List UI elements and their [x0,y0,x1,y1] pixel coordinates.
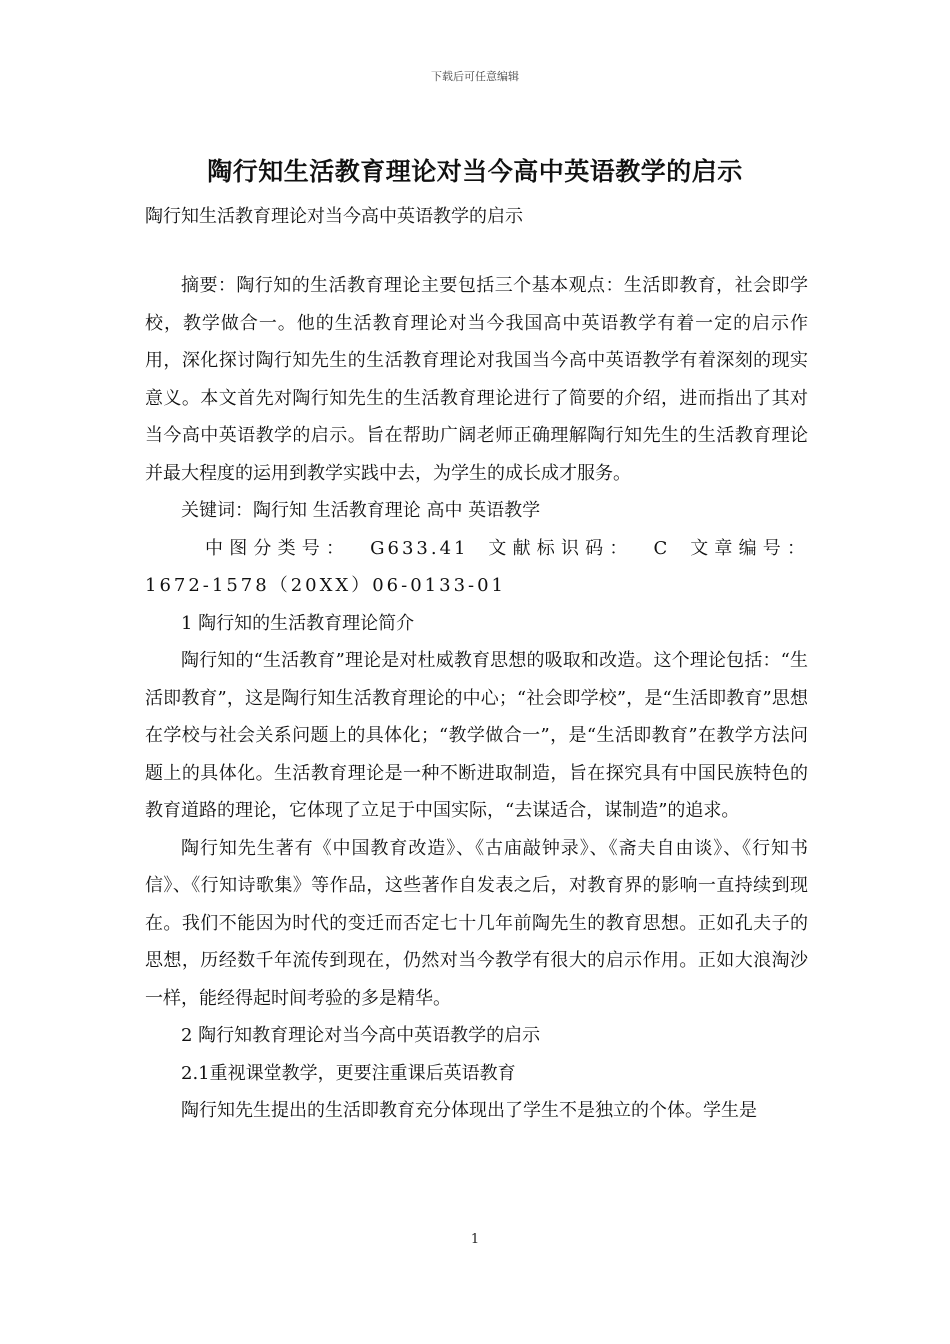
document-body [145,267,808,1130]
subsection-heading-2-1: 2.1重视课堂教学，更要注重课后英语教育 [181,1062,516,1084]
section-heading-2: 2 陶行知教育理论对当今高中英语教学的启示 [181,1025,541,1046]
page-number: 1 [470,1232,480,1247]
abstract-paragraph: 摘要：陶行知的生活教育理论主要包括三个基本观点：生活即教育，社会即学校，教学做合一。他的生活教育理论对当今我国高中英语教学有着一定的启示作用，深化探讨陶行知先生的生活教育理论对我国当今高中英语教学有着深刻的现实意义。本文首先对陶行知先生的生活教育理论进行了简要的介绍，进而指出了其对当今高中英语教学的启示。旨在帮助广阔老师正确理解陶行知先生的生活教育理论并最大程度的运用到教学实践中去，为学生的成长成才服务。 [145,275,808,484]
classification-paragraph: 中图分类号： G633.41 文献标识码： C 文章编号：1672-1578（20XX）06-0133-01 [145,537,808,596]
body-paragraph: 陶行知的“生活教育”理论是对杜威教育思想的吸取和改造。这个理论包括：“生活即教育”，这是陶行知生活教育理论的中心；“社会即学校”，是“生活即教育”思想在学校与社会关系问题上的具体化；“教学做合一”，是“生活即教育”在教学方法问题上的具体化。生活教育理论是一种不断进取制造，旨在探究具有中国民族特色的教育道路的理论，它体现了立足于中国实际，“去谋适合，谋制造”的追求。 [145,650,808,821]
body-paragraph: 陶行知先生提出的生活即教育充分体现出了学生不是独立的个体。学生是 [181,1100,757,1121]
body-paragraph: 陶行知先生著有《中国教育改造》、《古庙敲钟录》、《斋夫自由谈》、《行知书信》、《行知诗歌集》等作品，这些著作自发表之后，对教育界的影响一直持续到现在。我们不能因为时代的变迁而否定七十几年前陶先生的教育思想。正如孔夫子的思想，历经数千年流传到现在，仍然对当今教学有很大的启示作用。正如大浪淘沙一样，能经得起时间考验的多是精华。 [145,837,808,1009]
section-heading-1: 1 陶行知的生活教育理论简介 [181,612,415,634]
header-note: 下载后可任意编辑 [431,70,519,83]
document-subtitle: 陶行知生活教育理论对当今高中英语教学的启示 [145,206,523,227]
keywords-paragraph: 关键词：陶行知 生活教育理论 高中 英语教学 [181,500,541,521]
document-title: 陶行知生活教育理论对当今高中英语教学的启示 [207,157,743,186]
